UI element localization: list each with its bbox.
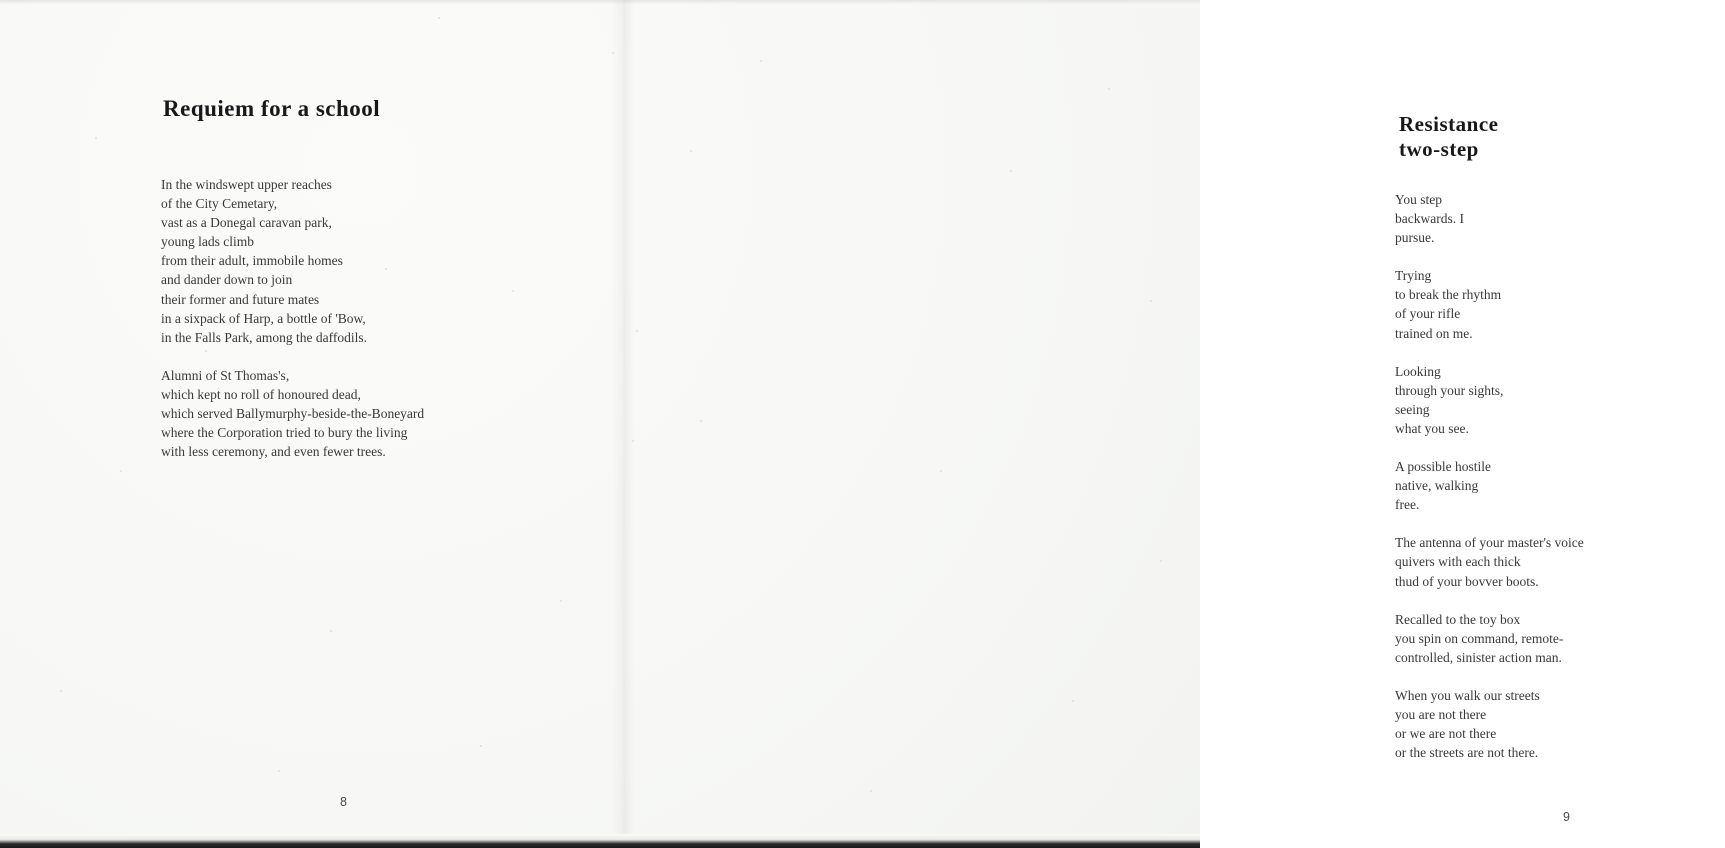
poem-line: When you walk our streets (1395, 687, 1540, 703)
poem-stanza (1395, 457, 1725, 514)
poem-line: or the streets are not there. (1395, 745, 1539, 761)
poem-line: vast as a Donegal caravan park, (161, 215, 332, 231)
poem-line: and dander down to join (161, 272, 293, 288)
paper-speck (940, 470, 942, 472)
poem-line: You step (1395, 192, 1443, 207)
poem-line: of the City Cemetary, (161, 196, 278, 212)
paper-speck (1108, 88, 1110, 90)
paper-speck (690, 150, 692, 152)
page-title-right: Resistance two-step (1399, 112, 1499, 161)
paper-speck (760, 60, 762, 62)
poem-line: in the Falls Park, among the daffodils. (161, 329, 367, 345)
paper-speck (120, 470, 122, 472)
page-title-left: Requiem for a school (163, 96, 381, 121)
poem-line: you spin on command, remote- (1395, 630, 1564, 646)
poem-line: which kept no roll of honoured dead, (161, 386, 361, 402)
poem-stanza (1395, 266, 1725, 342)
page-number-left: 8 (340, 795, 347, 809)
poem-line: controlled, sinister action man. (1395, 649, 1562, 665)
poem-stanza (1395, 533, 1725, 590)
poem-line: what you see. (1395, 420, 1469, 436)
poem-line: with less ceremony, and even fewer trees. (161, 444, 386, 460)
poem-line: where the Corporation tried to bury the living (161, 425, 408, 441)
paper-speck (1010, 170, 1012, 172)
page-number-right: 9 (1563, 810, 1570, 824)
poem-line: or we are not there (1395, 726, 1497, 742)
poem-line: native, walking (1395, 478, 1479, 494)
poem-stanza (161, 175, 581, 347)
poem-line: Recalled to the toy box (1395, 611, 1521, 627)
paper-speck (632, 440, 634, 442)
poem-line: quivers with each thick (1395, 554, 1521, 570)
poem-line: backwards. I (1395, 211, 1464, 227)
poem-line: A possible hostile (1395, 459, 1492, 475)
paper-speck (205, 350, 207, 352)
poem-line: thud of your bovver boots. (1395, 573, 1539, 589)
paper-speck (700, 420, 702, 422)
poem-line: through your sights, (1395, 382, 1504, 398)
paper-speck (870, 790, 872, 792)
poem-line: from their adult, immobile homes (161, 253, 343, 269)
paper-speck (480, 745, 482, 747)
poem-line: seeing (1395, 401, 1430, 417)
poem-line: pursue. (1395, 230, 1435, 246)
poem-line: to break the rhythm (1395, 287, 1502, 303)
poem-body-right (1395, 190, 1725, 781)
poem-stanza (1395, 190, 1725, 247)
poem-stanza (1395, 610, 1725, 667)
poem-line: which served Ballymurphy-beside-the-Boneyard (161, 406, 425, 422)
paper-speck (612, 52, 614, 54)
poem-line: you are not there (1395, 706, 1487, 722)
poem-stanza (1395, 686, 1725, 762)
paper-speck (512, 290, 514, 292)
paper-speck (438, 17, 440, 19)
paper-speck (60, 690, 62, 692)
poem-line: free. (1395, 497, 1420, 513)
page-bottom-edge (0, 834, 1200, 848)
paper-speck (560, 600, 562, 602)
poem-stanza (1395, 362, 1725, 438)
paper-speck (330, 630, 332, 632)
poem-line: In the windswept upper reaches (161, 177, 332, 192)
paper-speck (278, 770, 280, 772)
paper-speck (1150, 300, 1152, 302)
poem-line: young lads climb (161, 234, 254, 250)
right-page (620, 0, 1584, 848)
paper-speck (1160, 560, 1162, 562)
poem-line: Looking (1395, 363, 1441, 379)
poem-line: Trying (1395, 268, 1432, 284)
paper-speck (385, 268, 387, 270)
poem-line: their former and future mates (161, 291, 320, 307)
poem-stanza (161, 366, 581, 461)
left-page (0, 0, 620, 848)
paper-speck (1072, 700, 1074, 702)
paper-speck (95, 137, 97, 139)
poem-line: of your rifle (1395, 306, 1461, 322)
poem-line: trained on me. (1395, 325, 1473, 341)
poem-line: Alumni of St Thomas's, (161, 367, 290, 383)
poem-body-left (161, 175, 581, 480)
paper-speck (636, 330, 638, 332)
poem-line: The antenna of your master's voice (1395, 535, 1584, 551)
poem-line: in a sixpack of Harp, a bottle of 'Bow, (161, 310, 366, 326)
